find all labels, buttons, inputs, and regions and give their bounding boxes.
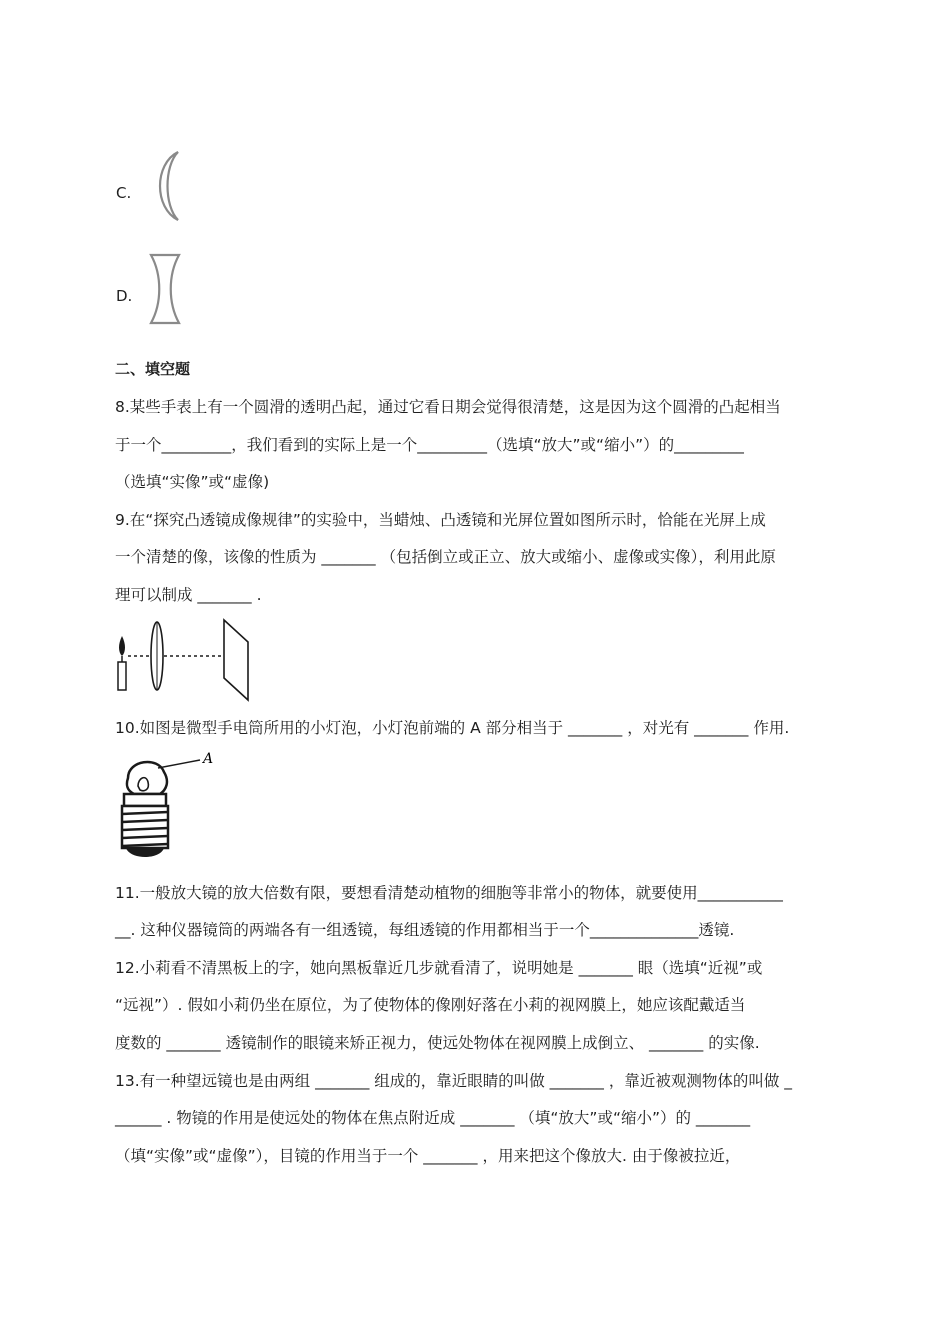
q9-line-3: 理可以制成 _______ . — [115, 586, 262, 604]
light-screen-icon — [224, 620, 248, 700]
q8-line-2: 于一个_________，我们看到的实际上是一个_________（选填“放大”或“缩小”）的_________ — [115, 436, 744, 454]
q13-line-2: ______ . 物镜的作用是使远处的物体在焦点附近成 _______ （填“放大”或“缩小”）的 _______ — [115, 1109, 751, 1127]
q9-line-2: 一个清楚的像，该像的性质为 _______ （包括倒立或正立、放大或缩小、虚像或实像），利用此原 — [115, 548, 776, 566]
q12-line-2: “远视”）. 假如小莉仍坐在原位，为了使物体的像刚好落在小莉的视网膜上，她应该配戴适当 — [115, 996, 746, 1014]
candle-lens-screen-figure — [112, 612, 252, 704]
option-c-label: C. — [116, 184, 132, 202]
q13-line-3: （填“实像”或“虚像”），目镜的作用当于一个 _______ ，用来把这个像放大. 由于像被拉近， — [115, 1147, 741, 1165]
q10-line-1: 10.如图是微型手电筒所用的小灯泡，小灯泡前端的 A 部分相当于 _______ ，对光有 _______ 作用. — [115, 719, 790, 737]
q13-line-1: 13.有一种望远镜也是由两组 _______ 组成的，靠近眼睛的叫做 _______ ，靠近被观测物体的叫做 _ — [115, 1072, 793, 1090]
meniscus-lens-icon — [146, 150, 186, 222]
q11-line-1: 11.一般放大镜的放大倍数有限，要想看清楚动植物的细胞等非常小的物体，就要使用___________ — [115, 884, 783, 902]
q9-line-1: 9.在“探究凸透镜成像规律”的实验中，当蜡烛、凸透镜和光屏位置如图所示时，恰能在光屏上成 — [115, 511, 766, 529]
q12-line-3: 度数的 _______ 透镜制作的眼镜来矫正视力，使远处物体在视网膜上成倒立、 _______ 的实像. — [115, 1034, 760, 1052]
bulb-part-a-label: A — [203, 751, 214, 767]
q11-line-2: __. 这种仪器镜筒的两端各有一组透镜，每组透镜的作用都相当于一个______________透镜. — [115, 921, 735, 939]
concave-lens-icon — [148, 253, 182, 325]
option-d-label: D. — [116, 287, 133, 305]
section-title: 二、填空题 — [115, 360, 191, 378]
flashlight-bulb-figure — [108, 750, 218, 870]
candle-icon — [118, 636, 126, 690]
q8-line-1: 8.某些手表上有一个圆滑的透明凸起，通过它看日期会觉得很清楚，这是因为这个圆滑的凸起相当 — [115, 398, 781, 416]
q8-line-3: （选填“实像”或“虚像) — [115, 473, 270, 491]
q12-line-1: 12.小莉看不清黑板上的字，她向黑板靠近几步就看清了，说明她是 _______ 眼（选填“近视”或 — [115, 959, 763, 977]
